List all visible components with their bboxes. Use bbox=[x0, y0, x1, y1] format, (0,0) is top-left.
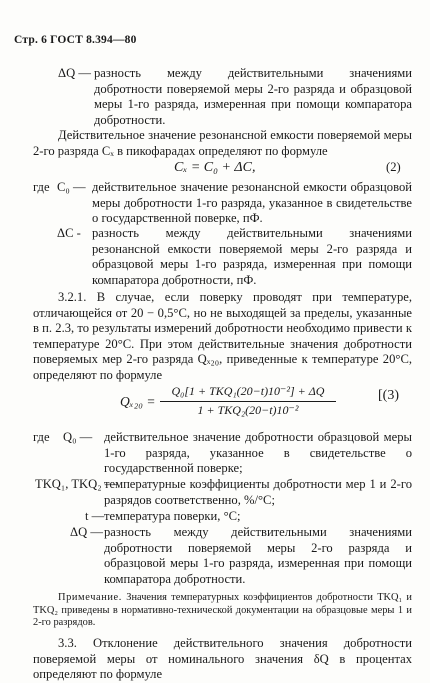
eq3-denominator: 1 + TKQ₂(20−t)10⁻² bbox=[197, 403, 299, 417]
equation-2 bbox=[174, 160, 255, 176]
eq3-numerator: Q₀[1 + TKQ₁(20−t)10⁻²] + ΔQ bbox=[171, 384, 325, 398]
paragraph-cx: Действительное значение резонансной емкости поверяемой меры 2-го разряда Cₓ в пикофарадах определяют по формуле bbox=[33, 128, 412, 158]
t-symbol: t — bbox=[85, 509, 105, 523]
dc-symbol: ΔC - bbox=[57, 226, 81, 240]
note-label: Примечание. bbox=[58, 592, 122, 603]
equation-3-number: [(3) bbox=[378, 388, 399, 403]
tkq-symbol: TKQ₁, TKQ₂ — bbox=[35, 477, 118, 491]
page-header: Стр. 6 ГОСТ 8.394—80 bbox=[14, 34, 137, 46]
q0-symbol: Q₀ — bbox=[63, 430, 93, 444]
c0-prefix: где bbox=[33, 180, 50, 194]
dq-definition: разность между действительными значениями добротности поверяемой меры 2-го разряда и образцовой меры 1-го разряда, измеренная при помощи компаратора добротности. bbox=[94, 66, 412, 127]
c0-symbol: C₀ — bbox=[57, 180, 86, 194]
dq2-definition: разность между действительными значениями добротности поверяемой меры 2-го разряда и образцовой меры 1-го разряда, измеренная при помощи компаратора добротности. bbox=[104, 525, 412, 586]
note-text: Значения температурных коэффициентов добротности TKQ₁ и TKQ₂ приведены в нормативно-технической документации на образцовые меры 1 и 2-го разрядов. bbox=[33, 592, 412, 629]
dq2-symbol: ΔQ — bbox=[70, 525, 103, 539]
tkq-definition: температурные коэффициенты добротности мер 1 и 2-го разрядов соответственно, %/°С; bbox=[104, 477, 412, 507]
eq2-lhs: Cₓ bbox=[174, 160, 188, 175]
dc-definition: разность между действительными значениями резонансной емкости поверяемой меры 2-го разряда и образцовой меры 1-го разряда, измеренная при помощи компаратора добротности, пФ. bbox=[92, 226, 412, 287]
note bbox=[33, 592, 412, 630]
t-definition: температура поверки, °С; bbox=[104, 509, 241, 523]
q0-definition: действительное значение добротности образцовой меры 1-го разряда, указанное в свидетельстве о государственной поверке; bbox=[104, 430, 412, 476]
q0-prefix: где bbox=[33, 430, 50, 444]
eq3-lhs: Qₓ₂₀ = bbox=[120, 394, 156, 409]
paragraph-3-2-1: 3.2.1. В случае, если поверку проводят при температуре, отличающейся от 20 − 0,5°С, но не выходящей за пределы, указанные в п. 2.3, то результаты измерений добротности необходимо привести к температуре 20°С. При этом действительные значения добротности поверяемых мер 2-го разряда Qₓ₂₀, приведенные к температуре 20°С, определяют по формуле bbox=[33, 290, 412, 382]
c0-definition: действительное значение резонансной емкости образцовой меры добротности 1-го разряда, указанное в свидетельстве о государственной поверке, пФ. bbox=[92, 180, 412, 226]
paragraph-3-3: 3.3. Отклонение действительного значения добротности поверяемой меры от номинального значения δQ в процентах определяют по формуле bbox=[33, 636, 412, 682]
eq3-fraction-bar bbox=[160, 401, 336, 402]
equation-2-number: (2) bbox=[386, 160, 401, 174]
dq-symbol: ΔQ — bbox=[58, 66, 91, 80]
eq2-rhs: = C₀ + ΔC, bbox=[190, 160, 256, 175]
